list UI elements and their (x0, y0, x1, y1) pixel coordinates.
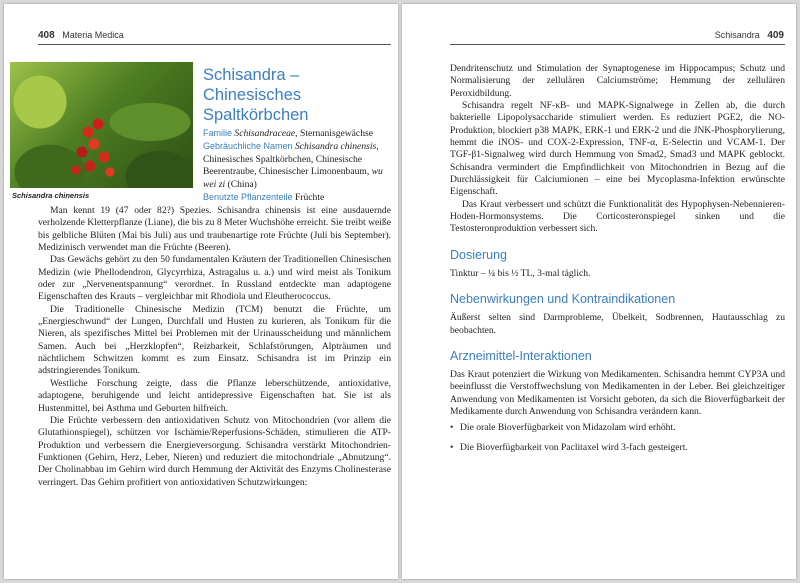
monograph-title (203, 65, 391, 125)
list-item: • Die orale Bioverfügbarkeit von Midazolam wird erhöht. (450, 422, 785, 434)
interaktionen-list (450, 422, 785, 454)
familie-label: Familie (203, 128, 233, 138)
dosierung-text: Tinktur – ¼ bis ½ TL, 3-mal täglich. (450, 267, 591, 279)
nebenwirkungen-heading: Nebenwirkungen und Kontraindikationen (450, 292, 676, 307)
monograph-header (203, 65, 391, 204)
namen-value: Chinesisches Spaltkörbchen, Chinesische Beerentraube, Chinesischer Limonenbaum, (203, 153, 370, 178)
interaktionen-text: Das Kraut potenziert die Wirkung von Medikamenten. Schisandra hemmt CYP3A und beeinflusst die Verstoffwechslung von Medikamenten in der Leber. Bei gleichzeitiger Anwendung von Medikamenten ist Vorsicht geboten, da sich die Bioverfügbarkeit der Medikamente durch Anwendung von Schisandra verändern kann. (450, 368, 785, 417)
left-paragraph: Das Gewächs gehört zu den 50 fundamentalen Kräutern der Traditionellen Chinesischen Medizin (wie Phellodendron, Glycyrrhiza, Astragalus u. a.) und wird meist als Tonikum oder zur „Nervenentspannung“ verordnet. In Russland entdeckte man adaptogene Eigenschaften des Krauts – vergleichbar mit Rhodiola und Eleutherococcus. (38, 254, 391, 303)
right-page (402, 4, 796, 579)
left-page (4, 4, 398, 579)
right-paragraph: Dendritenschutz und Stimulation der Synaptogenese im Hippocampus; Schutz und Normalisierung der zellulären Calciumströme; Hemmung der zellulären Peroxidbildung. (450, 63, 785, 99)
left-paragraph: Man kennt 19 (47 oder 82?) Spezies. Schisandra chinensis ist eine ausdauernde verholzende Kletterpflanze (Liane), die bis zu 8 Meter Wuchshöhe erreicht. Sie treibt weiße bis gelbliche Blüten (Mai bis Juli) aus und traubenartige rote Früchte (Juli bis September). Medizinisch verwendet man die Früchte (Beeren). (38, 205, 391, 254)
namen-entry (203, 140, 391, 191)
book-spread (4, 4, 796, 579)
dosierung-heading: Dosierung (450, 247, 507, 262)
left-paragraph: Die Früchte verbessern den antioxidativen Schutz von Mitochondrien (vor allem die Glutathionspiegel), schützen vor Ischämie/Reperfusions-Schäden, stimulieren die ATP-Produktion und verbessern die Energieversorgung. Schisandra verstärkt Mitochondrien-Funktionen (Gehirn, Herz, Leber, Nieren) und reduziert die mitochondriale „Abnutzung“. Der Cholinabbau im Gehirn wird durch Hemmung der Aktivität des Enzyms Cholinesterase verringert. Das Gehirn profitiert von antioxidativen Schutzwirkungen: (38, 414, 391, 488)
right-running-head (715, 30, 784, 41)
left-paragraph: Die Traditionelle Chinesische Medizin (TCM) benutzt die Früchte, um „Energieschwund“ der Lungen, Durchfall und Husten zu kurieren, als Tonikum für die Nieren, als spezifisches Mittel bei Problemen mit der Urinausscheidung und männlichem Samen. Auch bei „Herzklopfen“, Reizbarkeit, Schlafstörungen, Alpträumen und nächtlichem Schwitzen kommt es zum Einsatz. Schisandra ist im Prinzip ein adstringierendes Tonikum. (38, 303, 391, 377)
left-body-text (38, 205, 391, 489)
list-item: • Die Bioverfügbarkeit von Paclitaxel wird 3-fach gesteigert. (450, 442, 785, 454)
left-paragraph: Westliche Forschung zeigte, dass die Pflanze leberschützende, antioxidative, adaptogene, beruhigende und leicht antidepressive Eigenschaften hat. Sie ist als Hustenmittel, bei Asthma und Geburten hilfreich. (38, 377, 391, 414)
left-header-rule (38, 44, 391, 45)
namen-label: Gebräuchliche Namen (203, 141, 293, 152)
teile-label: Benutzte Pflanzenteile (203, 192, 293, 203)
title-line-1: Schisandra – (203, 66, 300, 84)
familie-value: Sternanisgewächse (299, 128, 373, 139)
right-page-number: 409 (767, 30, 784, 41)
photo-caption: Schisandra chinensis (12, 191, 90, 200)
teile-entry (203, 191, 391, 204)
teile-value: Früchte (294, 192, 325, 204)
schisandra-photo (10, 62, 193, 188)
namen-italic: Schisandra chinensis, (294, 141, 379, 153)
monograph-meta (203, 127, 391, 204)
interaktionen-heading: Arzneimittel-Interaktionen (450, 348, 592, 363)
right-paragraph: Schisandra regelt NF-κB- und MAPK-Signalwege in Zellen ab, die durch bakterielle Lipopolysaccharide stimuliert werden. Es reduziert PGE2, die NO-Produktion, blockiert p38 MAPK, ERK-1 und ERK-2 und die JNK-Phosphorylierung, hemmt die iNOS- und COX-2-Expression, TNF-α, E-Selectin und VCAM-1. Der TGF-β1-Signalweg wird durch Hemmung von Smad2, Smad3 und MAPK geblockt. Schisandra vermindert die Empfindlichkeit von Mitochondrien in Bezug auf die Durchlässigkeit für Calciumionen – eine bei Mycoplasma-Infektion erwünschte Eigenschaft. (450, 100, 785, 198)
familie-entry (203, 127, 391, 140)
right-running-title: Schisandra (714, 30, 760, 40)
nebenwirkungen-text: Äußerst selten sind Darmprobleme, Übelkeit, Sodbrennen, Hautausschlag zu beobachten. (450, 312, 785, 336)
right-paragraph: Das Kraut verbessert und schützt die Funktionalität des Hypophysen-Nebennieren-Hoden-Hormonsystems. Die Corticosteronspiegel sinken und die Testosteronproduktion verbessert sich. (450, 198, 785, 235)
left-page-number: 408 (38, 30, 55, 41)
familie-italic: Schisandraceae, (234, 128, 298, 139)
namen-value-2: (China) (227, 178, 257, 190)
right-body-text (450, 63, 785, 461)
namen-italic-2: wu wei zi (203, 166, 383, 190)
right-header-rule (450, 44, 785, 45)
left-running-head (38, 30, 124, 41)
left-running-title: Materia Medica (62, 30, 124, 40)
title-line-2: Chinesisches Spaltkörbchen (203, 86, 309, 124)
